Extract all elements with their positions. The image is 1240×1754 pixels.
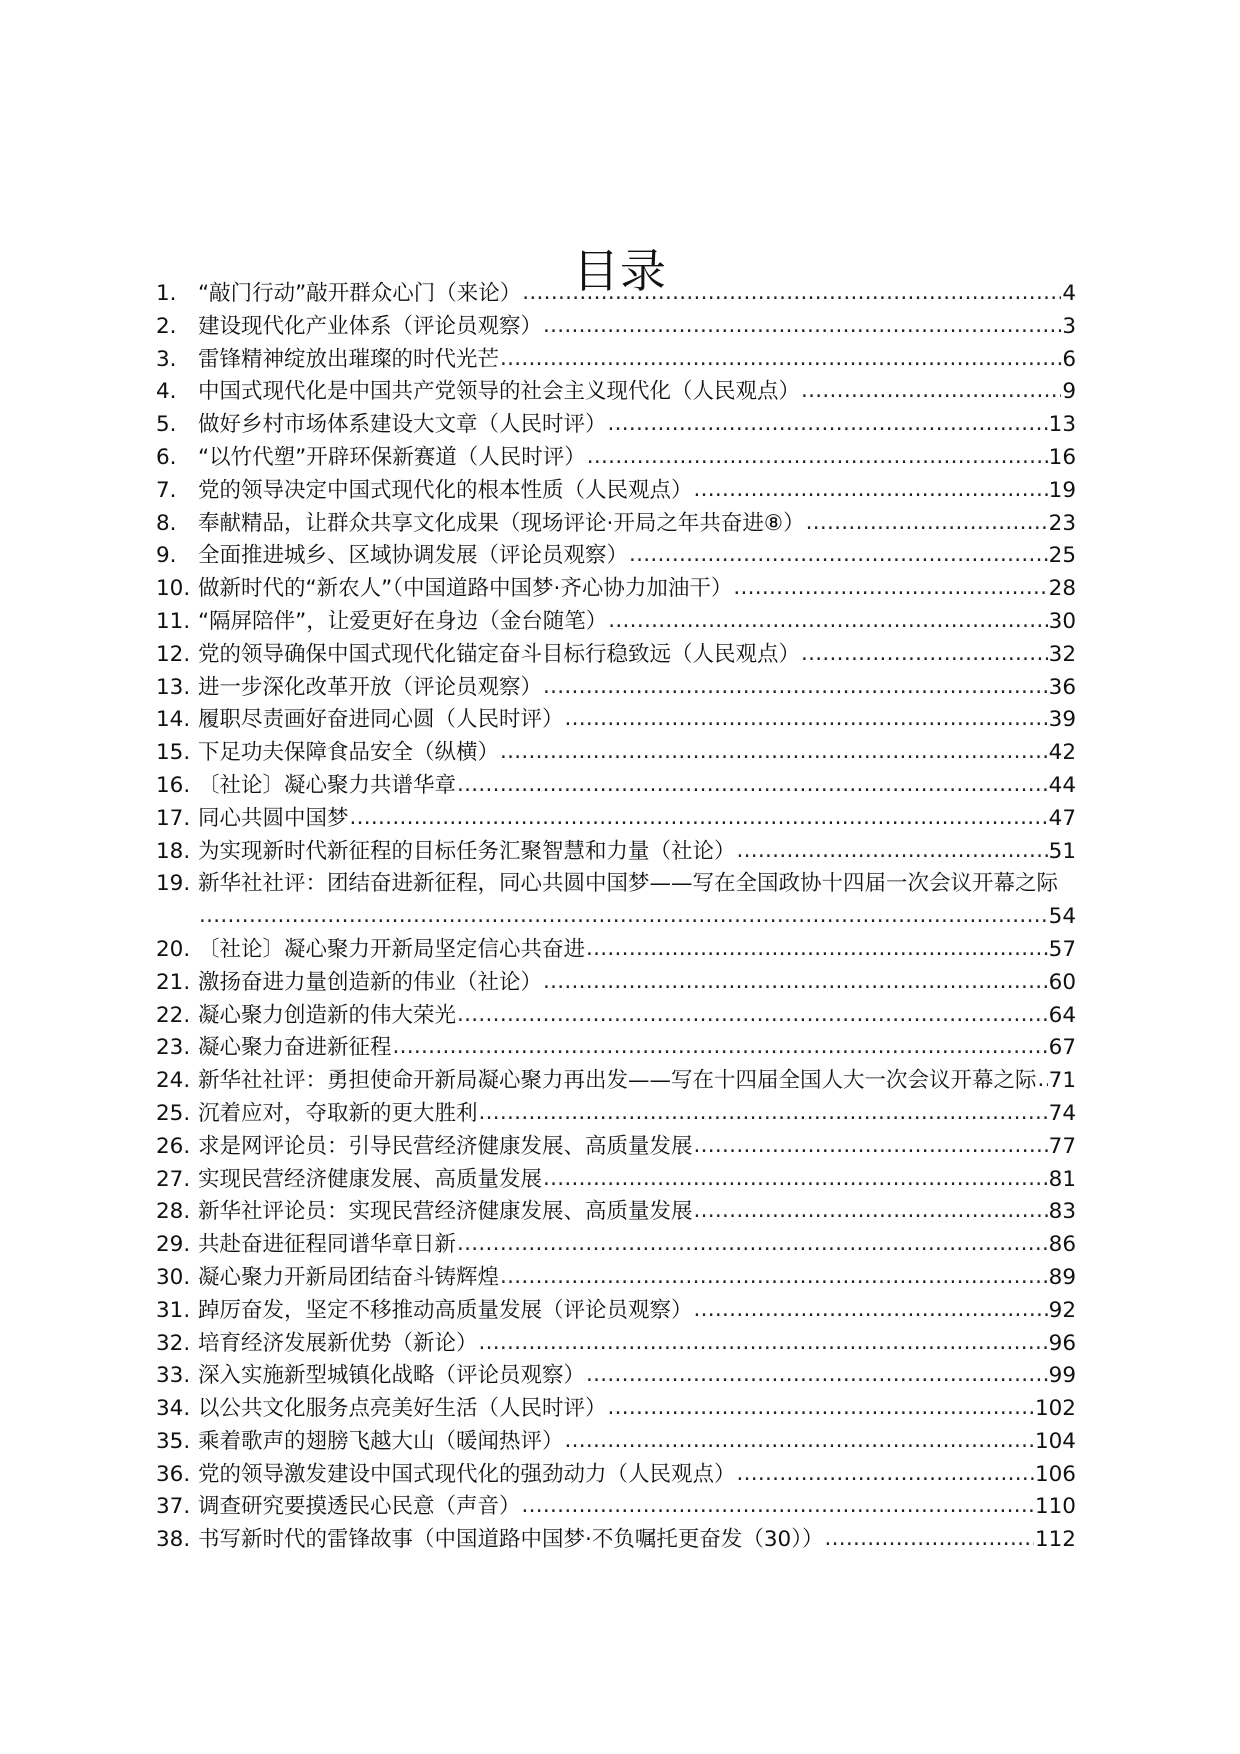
- toc-dot-leader: [694, 1130, 1048, 1163]
- toc-entry-title: 同心共圆中国梦: [198, 805, 349, 831]
- page-title: 目录: [573, 243, 667, 298]
- toc-dot-leader: [500, 736, 1048, 769]
- toc-entry-title: 凝心聚力开新局团结奋斗铸辉煌: [198, 1264, 500, 1290]
- toc-dot-leader: [393, 1031, 1048, 1064]
- toc-entry[interactable]: [156, 475, 1076, 508]
- toc-entry-page-number: 96: [1048, 1330, 1076, 1356]
- toc-entry-page-number: 39: [1048, 707, 1076, 733]
- toc-entry[interactable]: [156, 508, 1076, 541]
- toc-entry-page-number: 112: [1034, 1527, 1076, 1553]
- toc-entry-title: 凝心聚力奋进新征程: [198, 1035, 392, 1061]
- toc-dot-leader: [543, 1163, 1048, 1196]
- toc-entry-number: 26.: [156, 1133, 191, 1159]
- toc-entry-number: 24.: [156, 1068, 191, 1094]
- toc-entry-number: 20.: [156, 936, 191, 962]
- toc-entry-number: 38.: [156, 1527, 191, 1553]
- toc-dot-leader: [199, 900, 1048, 933]
- toc-dot-leader: [565, 703, 1048, 736]
- toc-entry[interactable]: [156, 442, 1076, 475]
- toc-entry-line: [156, 868, 1076, 901]
- toc-entry[interactable]: [156, 1164, 1076, 1197]
- toc-entry-title: 共赴奋进征程同谱华章日新: [198, 1232, 457, 1258]
- toc-entry-number: 8.: [156, 510, 177, 536]
- toc-entry-title: 党的领导确保中国式现代化锚定奋斗目标行稳致远（人民观点）: [198, 641, 801, 667]
- toc-entry[interactable]: [156, 376, 1076, 409]
- toc-entry[interactable]: [156, 1459, 1076, 1492]
- toc-entry-title: “敲门行动”敲开群众心门（来论）: [198, 281, 522, 306]
- toc-entry-number: 31.: [156, 1297, 191, 1323]
- toc-entry-page-number: 9: [1062, 379, 1076, 405]
- toc-list: [156, 278, 1076, 1557]
- toc-dot-leader: [522, 1490, 1034, 1523]
- toc-entry-number: 1.: [156, 281, 177, 306]
- toc-dot-leader: [737, 835, 1048, 868]
- toc-entry-title: 〔社论〕凝心聚力开新局坚定信心共奋进: [198, 936, 586, 962]
- toc-entry[interactable]: [156, 1196, 1076, 1229]
- toc-entry-page-number: 47: [1048, 805, 1076, 831]
- toc-entry[interactable]: [156, 934, 1076, 967]
- toc-dot-leader: [587, 441, 1048, 474]
- toc-entry-page-number: 4: [1062, 281, 1076, 306]
- toc-entry-title: 激扬奋进力量创造新的伟业（社论）: [198, 969, 543, 995]
- toc-entry[interactable]: [156, 1032, 1076, 1065]
- toc-entry-page-number: 67: [1048, 1035, 1076, 1061]
- toc-dot-leader: [694, 474, 1048, 507]
- toc-entry-number: 6.: [156, 444, 177, 470]
- toc-entry[interactable]: [156, 967, 1076, 1000]
- toc-entry-page-number: 57: [1048, 936, 1076, 962]
- toc-dot-leader: [565, 1425, 1034, 1458]
- toc-entry-number: 37.: [156, 1494, 191, 1520]
- toc-dot-leader: [457, 1228, 1048, 1261]
- toc-entry-page-number: 6: [1062, 346, 1076, 372]
- toc-dot-leader: [586, 1359, 1048, 1392]
- toc-entry-number: 5.: [156, 412, 177, 438]
- toc-entry-page-number: 106: [1034, 1461, 1076, 1487]
- toc-entry-title: 踔厉奋发，坚定不移推动高质量发展（评论员观察）: [198, 1297, 693, 1323]
- toc-entry-title: 书写新时代的雷锋故事（中国道路中国梦·不负嘱托更奋发（30））: [198, 1527, 824, 1553]
- toc-entry-number: 9.: [156, 543, 177, 569]
- toc-entry-title: 党的领导决定中国式现代化的根本性质（人民观点）: [198, 477, 693, 503]
- toc-dot-leader: [608, 1392, 1034, 1425]
- toc-entry[interactable]: [156, 639, 1076, 672]
- toc-entry-page-number: 54: [1048, 904, 1076, 930]
- toc-dot-leader: [694, 1294, 1048, 1327]
- toc-dot-leader: [543, 310, 1061, 343]
- toc-entry[interactable]: [156, 1491, 1076, 1524]
- toc-entry-number: 25.: [156, 1100, 191, 1126]
- toc-entry-page-number: 36: [1048, 674, 1076, 700]
- toc-entry[interactable]: [156, 672, 1076, 705]
- toc-entry-number: 22.: [156, 1002, 191, 1028]
- toc-entry-page-number: 13: [1048, 412, 1076, 438]
- toc-entry-page-number: 86: [1048, 1232, 1076, 1258]
- toc-entry-number: 14.: [156, 707, 191, 733]
- toc-entry-page-number: 74: [1048, 1100, 1076, 1126]
- toc-entry[interactable]: [156, 1524, 1076, 1557]
- toc-dot-leader: [824, 1523, 1034, 1556]
- toc-entry[interactable]: [156, 836, 1076, 869]
- toc-dot-leader: [608, 408, 1048, 441]
- toc-dot-leader: [500, 1261, 1048, 1294]
- toc-entry-number: 27.: [156, 1166, 191, 1192]
- toc-entry[interactable]: [156, 311, 1076, 344]
- toc-entry-page-number: 81: [1048, 1166, 1076, 1192]
- toc-entry-page-number: 92: [1048, 1297, 1076, 1323]
- toc-entry-page-number: 23: [1048, 510, 1076, 536]
- toc-entry-number: 36.: [156, 1461, 191, 1487]
- toc-entry-title: 做好乡村市场体系建设大文章（人民时评）: [198, 412, 607, 438]
- toc-entry-title: 下足功夫保障食品安全（纵横）: [198, 740, 500, 766]
- toc-entry-number: 17.: [156, 805, 191, 831]
- toc-entry-title: 中国式现代化是中国共产党领导的社会主义现代化（人民观点）: [198, 379, 801, 405]
- toc-entry[interactable]: [156, 1229, 1076, 1262]
- toc-entry-title: “以竹代塑”开辟环保新赛道（人民时评）: [198, 444, 586, 470]
- toc-dot-leader: [457, 999, 1048, 1032]
- toc-entry-number: 19.: [156, 871, 191, 897]
- toc-entry-title: 新华社评论员：实现民营经济健康发展、高质量发展: [198, 1199, 693, 1225]
- toc-entry[interactable]: [156, 1131, 1076, 1164]
- toc-entry-page-number: 83: [1048, 1199, 1076, 1225]
- toc-entry-page-number: 25: [1048, 543, 1076, 569]
- toc-entry-title: 雷锋精神绽放出璀璨的时代光芒: [198, 346, 500, 372]
- toc-entry-number: 15.: [156, 740, 191, 766]
- toc-entry-title: 深入实施新型城镇化战略（评论员观察）: [198, 1363, 586, 1389]
- toc-entry-title: 做新时代的“新农人”（中国道路中国梦·齐心协力加油干）: [198, 576, 733, 602]
- toc-dot-leader: [457, 769, 1048, 802]
- toc-entry-number: 7.: [156, 477, 177, 503]
- toc-dot-leader: [629, 539, 1048, 572]
- toc-entry-title: 沉着应对，夺取新的更大胜利: [198, 1100, 478, 1126]
- toc-entry-title: 新华社社评：勇担使命开新局凝心聚力再出发——写在十四届全国人大一次会议开幕之际: [198, 1068, 1037, 1094]
- toc-entry[interactable]: [156, 344, 1076, 377]
- toc-entry-title: 求是网评论员：引导民营经济健康发展、高质量发展: [198, 1133, 693, 1159]
- toc-dot-leader: [733, 572, 1047, 605]
- toc-entry-page-number: 104: [1034, 1428, 1076, 1454]
- toc-entry-number: 10.: [156, 576, 191, 602]
- toc-entry[interactable]: [156, 770, 1076, 803]
- toc-entry-page-number: 16: [1048, 444, 1076, 470]
- toc-dot-leader: [694, 1195, 1048, 1228]
- toc-entry[interactable]: [156, 1426, 1076, 1459]
- toc-entry-number: 35.: [156, 1428, 191, 1454]
- toc-entry-page-number: 71: [1048, 1068, 1076, 1094]
- toc-entry-page-number: 30: [1048, 608, 1076, 634]
- toc-entry-number: 29.: [156, 1232, 191, 1258]
- toc-dot-leader: [500, 343, 1061, 376]
- toc-entry-number: 18.: [156, 838, 191, 864]
- toc-entry-title: 凝心聚力创造新的伟大荣光: [198, 1002, 457, 1028]
- toc-entry-page-number: 42: [1048, 740, 1076, 766]
- toc-entry[interactable]: [156, 1328, 1076, 1361]
- toc-entry[interactable]: [156, 868, 1076, 934]
- toc-dot-leader: [1038, 1064, 1048, 1097]
- toc-entry[interactable]: [156, 573, 1076, 606]
- toc-entry-page-number: 3: [1062, 313, 1076, 339]
- toc-entry-number: 12.: [156, 641, 191, 667]
- toc-entry-title: 进一步深化改革开放（评论员观察）: [198, 674, 543, 700]
- toc-dot-leader: [801, 638, 1048, 671]
- toc-entry-number: 23.: [156, 1035, 191, 1061]
- toc-dot-leader: [350, 802, 1048, 835]
- toc-dot-leader: [543, 671, 1048, 704]
- toc-entry-page-number: 102: [1034, 1396, 1076, 1422]
- toc-entry-title: “隔屏陪伴”，让爱更好在身边（金台随笔）: [198, 608, 608, 634]
- toc-entry-number: 21.: [156, 969, 191, 995]
- toc-entry-page-number: 51: [1048, 838, 1076, 864]
- toc-entry-number: 2.: [156, 313, 177, 339]
- toc-entry[interactable]: [156, 606, 1076, 639]
- toc-entry[interactable]: [156, 278, 1076, 311]
- toc-entry[interactable]: [156, 803, 1076, 836]
- toc-entry-title: 全面推进城乡、区域协调发展（评论员观察）: [198, 543, 629, 569]
- toc-entry[interactable]: [156, 1393, 1076, 1426]
- toc-entry-title: 实现民营经济健康发展、高质量发展: [198, 1166, 543, 1192]
- toc-entry-title: 奉献精品，让群众共享文化成果（现场评论·开局之年共奋进⑧）: [198, 510, 805, 536]
- toc-entry-title: 〔社论〕凝心聚力共谱华章: [198, 772, 457, 798]
- toc-entry[interactable]: [156, 1295, 1076, 1328]
- toc-entry-number: 16.: [156, 772, 191, 798]
- toc-dot-leader: [479, 1097, 1048, 1130]
- toc-entry[interactable]: [156, 1262, 1076, 1295]
- toc-entry-title: 以公共文化服务点亮美好生活（人民时评）: [198, 1396, 607, 1422]
- toc-dot-leader: [522, 277, 1061, 310]
- toc-dot-leader: [806, 507, 1048, 540]
- toc-entry-title: 调查研究要摸透民心民意（声音）: [198, 1494, 521, 1520]
- toc-entry-number: 3.: [156, 346, 177, 372]
- toc-entry-number: 13.: [156, 674, 191, 700]
- toc-entry-number: 4.: [156, 379, 177, 405]
- toc-dot-leader: [608, 605, 1047, 638]
- toc-entry[interactable]: [156, 1360, 1076, 1393]
- toc-dot-leader: [801, 375, 1061, 408]
- toc-entry-page-number: 44: [1048, 772, 1076, 798]
- toc-entry-page-number: 32: [1048, 641, 1076, 667]
- toc-entry[interactable]: [156, 1000, 1076, 1033]
- toc-entry-title: 乘着歌声的翅膀飞越大山（暖闻热评）: [198, 1428, 564, 1454]
- toc-entry[interactable]: [156, 409, 1076, 442]
- toc-entry-page-number: 110: [1034, 1494, 1076, 1520]
- toc-entry-number: 34.: [156, 1396, 191, 1422]
- toc-entry[interactable]: [156, 737, 1076, 770]
- toc-entry-page-number: 28: [1048, 576, 1076, 602]
- toc-dot-leader: [479, 1327, 1048, 1360]
- toc-entry-page-number: 19: [1048, 477, 1076, 503]
- toc-entry-title: 党的领导激发建设中国式现代化的强劲动力（人民观点）: [198, 1461, 736, 1487]
- toc-entry[interactable]: [156, 1065, 1076, 1098]
- toc-dot-leader: [543, 966, 1048, 999]
- toc-entry-page-number: 60: [1048, 969, 1076, 995]
- toc-entry[interactable]: [156, 540, 1076, 573]
- toc-entry-title: 为实现新时代新征程的目标任务汇聚智慧和力量（社论）: [198, 838, 736, 864]
- toc-entry-number: 32.: [156, 1330, 191, 1356]
- toc-entry-page-number: 77: [1048, 1133, 1076, 1159]
- toc-entry-title: 履职尽责画好奋进同心圆（人民时评）: [198, 707, 564, 733]
- toc-entry-line: [156, 901, 1076, 934]
- toc-entry[interactable]: [156, 1098, 1076, 1131]
- toc-entry-page-number: 64: [1048, 1002, 1076, 1028]
- toc-entry-number: 30.: [156, 1264, 191, 1290]
- toc-entry-title: 建设现代化产业体系（评论员观察）: [198, 313, 543, 339]
- toc-entry-page-number: 99: [1048, 1363, 1076, 1389]
- toc-entry-number: 28.: [156, 1199, 191, 1225]
- toc-entry-number: 33.: [156, 1363, 191, 1389]
- toc-entry-title: 新华社社评：团结奋进新征程，同心共圆中国梦——写在全国政协十四届一次会议开幕之际: [198, 871, 1059, 897]
- toc-entry-page-number: 89: [1048, 1264, 1076, 1290]
- toc-dot-leader: [737, 1458, 1034, 1491]
- toc-dot-leader: [586, 933, 1048, 966]
- toc-entry-title: 培育经济发展新优势（新论）: [198, 1330, 478, 1356]
- toc-entry[interactable]: [156, 704, 1076, 737]
- toc-entry-number: 11.: [156, 608, 191, 634]
